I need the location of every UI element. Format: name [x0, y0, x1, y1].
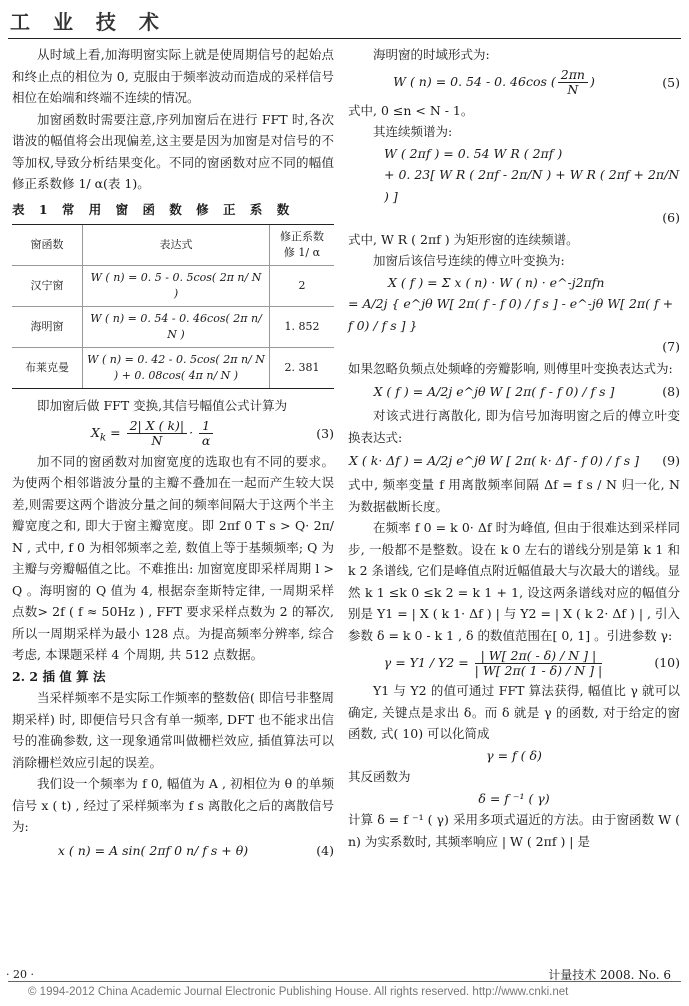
table-cell: W ( n) = 0. 42 - 0. 5cos( 2π n/ N ) + 0. 08cos( 4π n/ N ): [83, 348, 270, 389]
window-table: [12, 224, 334, 389]
equation-number: (4): [316, 842, 334, 858]
paragraph: 加窗后该信号连续的傅立叶变换为:: [373, 253, 565, 268]
equation-7a: X ( f ) = Σ x ( n) · W ( n) · e^-j2πfn: [388, 274, 605, 290]
table-cell: 2. 381: [270, 348, 335, 389]
paragraph: 即加窗后做 FFT 变换,其信号幅值公式计算为: [37, 398, 288, 413]
equation-6a: W ( 2πf ) = 0. 54 W R ( 2πf ): [384, 145, 563, 161]
equation-number: (5): [662, 74, 680, 90]
equation-9: X ( k· Δf ) = A/2j e^jθ W [ 2π( k· Δf - f 0) / f s ] (9): [348, 448, 680, 474]
equation-5: W ( n) = 0. 54 - 0. 46cos ( $\frac{2\pi n}{N}$ ) (5): [393, 67, 680, 97]
paragraph: 计算 δ = f ⁻¹ ( γ) 采用多项式逼近的方法。由于窗函数 W ( n) 为实系数时, 其频率响应 | W ( 2πf ) | 是: [348, 812, 680, 849]
equation-6b: + 0. 23[ W R ( 2πf - 2π/N ) + W R ( 2πf + 2π/N ) ]: [384, 167, 680, 204]
paragraph: 如果忽略负频点处频峰的旁瓣影响, 则傅里叶变换表达式为:: [348, 360, 673, 376]
paragraph: 海明窗的时域形式为:: [373, 47, 490, 62]
journal-footer: 计量技术 2008. No. 6: [548, 968, 671, 982]
equation-7b: = A/2j { e^jθ W[ 2π( f - f 0) / f s ] - e^-jθ W[ 2π( f + f 0) / f s ] }: [348, 296, 674, 333]
copyright-notice: © 1994-2012 China Academic Journal Electronic Publishing House. All rights reserved. http://www.cnki.net: [28, 986, 569, 998]
table-header: 修正系数 修 1/ α: [270, 225, 335, 266]
right-column: [348, 44, 680, 852]
equation-8: X ( f ) = A/2j e^jθ W [ 2π( f - f 0) / f s ] (8): [348, 379, 680, 405]
paragraph: 在频率 f 0 = k 0· Δf 时为峰值, 但由于很难达到采样同步, 一般都不是整数。设在 k 0 左右的谱线分别是第 k 1 和 k 2 条谱线, 它们是峰值点附近幅值最大与次最大的谱线。显然 k 1 ≤k 0 ≤k 2 = k 1 + 1, 设这两条谱线对应的幅值分别是 Y1 = | X ( k 1· Δf ) | 与 Y2 = | X ( k 2· Δf ) | , 引入参数 δ = k 0 - k 1 , δ 的数值范围在[ 0, 1] 。引进参数 γ:: [348, 520, 680, 643]
table-cell: W ( n) = 0. 5 - 0. 5cos( 2π n/ N ): [83, 266, 270, 307]
equation-number: (3): [316, 425, 334, 441]
table-header: 表达式: [83, 225, 270, 266]
equation-11: γ = f ( δ): [486, 747, 542, 763]
journal-header: 工 业 技 术: [10, 10, 167, 34]
equation-3: $X_k$ = $\frac{2| X ( k)|}{N}$ · $\frac{1}{\alpha}$ (3): [90, 417, 334, 448]
table-cell: W ( n) = 0. 54 - 0. 46cos( 2π n/ N ): [83, 307, 270, 348]
table-caption: 表 1 常 用 窗 函 数 修 正 系 数: [12, 201, 295, 217]
table-cell: 2: [270, 266, 335, 307]
paragraph: 式中, W R ( 2πf ) 为矩形窗的连续频谱。: [348, 231, 579, 247]
left-column: [12, 44, 334, 864]
header-rule: [8, 38, 681, 39]
table-row: [12, 307, 334, 348]
table-cell: 海明窗: [12, 307, 83, 348]
table-cell: 布莱克曼: [12, 348, 83, 389]
equation-12: δ = f ⁻¹ ( γ): [478, 790, 550, 806]
paragraph: 当采样频率不是实际工作频率的整数倍( 即信号非整周期采样) 时, 即便信号只含有单一频率, DFT 也不能求出信号的准确参数, 这一现象通常叫做栅栏效应, 插值算法可以消除栅栏效应引起的误差。: [12, 690, 334, 770]
paragraph: 其连续频谱为:: [373, 124, 453, 139]
table-cell: 1. 852: [270, 307, 335, 348]
equation-number: (9): [662, 453, 680, 469]
paragraph: 式中, 0 ≤n < N - 1。: [348, 102, 474, 118]
equation-4: x ( n) = A sin( 2πf 0 n/ f s + θ) (4): [12, 838, 334, 864]
footer-rule: [8, 981, 681, 982]
equation-number: (8): [662, 384, 680, 400]
paragraph: 式中, 频率变量 f 用离散频率间隔 Δf = f s / N 归一化, N 为数据截断长度。: [348, 477, 680, 514]
table-row: [12, 266, 334, 307]
table-row: [12, 348, 334, 389]
section-heading: 2. 2 插 值 算 法: [12, 668, 106, 684]
paragraph: 我们设一个频率为 f 0, 幅值为 A , 初相位为 θ 的单频信号 x ( t) , 经过了采样频率为 f s 离散化之后的离散信号为:: [12, 776, 334, 834]
equation-number: (10): [654, 655, 680, 671]
paragraph: 从时域上看,加海明窗实际上就是使周期信号的起始点和终止点的相位为 0, 克服由于频率波动而造成的采样信号相位在始端和终端不连续的情况。: [12, 47, 334, 105]
paragraph: 对该式进行离散化, 即为信号加海明窗之后的傅立叶变换表达式:: [348, 408, 680, 445]
paragraph: 加窗函数时需要注意,序列加窗后在进行 FFT 时,各次谐波的幅值将会出现偏差,这主要是因为加窗是对信号的不等加权,导致分析结果变化。不同的窗函数对应不同的幅值修正系数修 1/ α(表 1)。: [12, 111, 334, 191]
equation-number: (6): [662, 210, 680, 225]
paragraph: 其反函数为: [348, 769, 411, 784]
table-header: 窗函数: [12, 225, 83, 266]
paragraph: Y1 与 Y2 的值可通过 FFT 算法获得, 幅值比 γ 就可以确定, 关键点是求出 δ。而 δ 就是 γ 的函数, 对于给定的窗函数, 式( 10) 可以化简成: [348, 683, 680, 741]
table-cell: 汉宁窗: [12, 266, 83, 307]
equation-10: γ = Y1 / Y2 = $\frac{| W[ 2\pi( - \delta) / N ] |}{| W[ 2\pi( 1 - \delta) / N ] |}$ (10): [383, 647, 680, 678]
page-number: · 20 ·: [6, 968, 34, 981]
equation-number: (7): [662, 339, 680, 354]
paragraph: 加不同的窗函数对加窗宽度的选取也有不同的要求。为使两个相邻谐波分量的主瓣不叠加在一起而产生较大误差,则需要这两个谐波分量之间的频率间隔大于这两个半主瓣宽度之和, 即大于窗主瓣宽度。即 2πf 0 T s > Q· 2π/ N , 式中, f 0 为相邻频率之差, 数值上等于基频频率; Q 为主瓣与旁瓣幅值之比。不难推出: 加窗宽度即采样周期 l > Q 。海明窗的 Q 值为 4, 根据奈奎斯特定律, 一周期采样点数> 2f ( f ≈ 50Hz ) , FFT 要求采样点数为 2 的幂次, 所以一周期采样为最小 128 点。为提高频率分辨率, 综合考虑, 本课题采样 4 个周期, 共 512 点数据。: [12, 453, 334, 662]
